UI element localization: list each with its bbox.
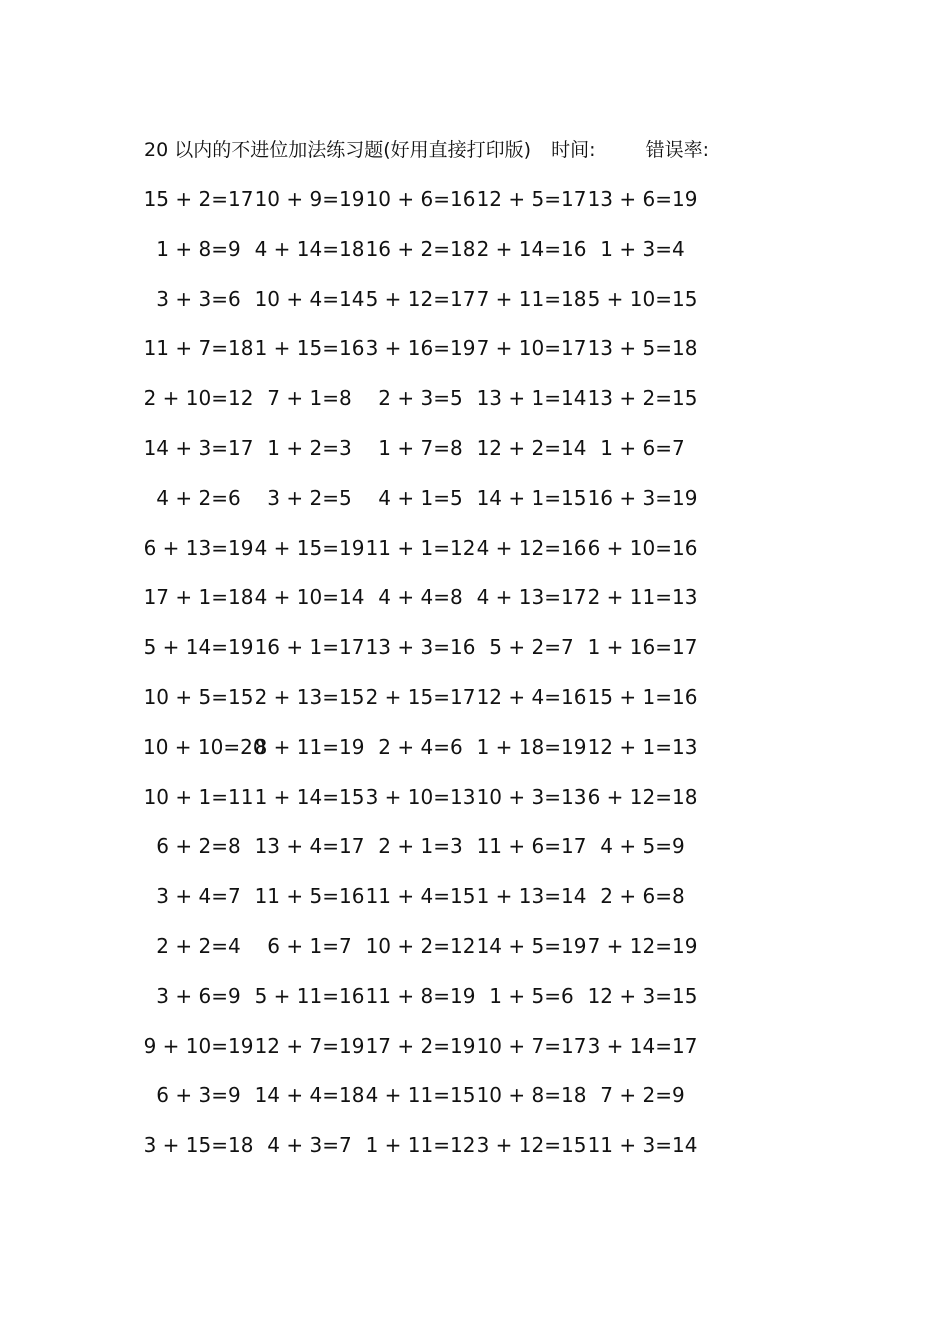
problem-cell: 10 + 4=14	[254, 286, 365, 311]
problem-row	[143, 933, 723, 983]
problem-cell: 14 + 3=17	[143, 435, 254, 460]
problem-cell: 10 + 10=20	[143, 734, 266, 759]
problem-cell: 6 + 10=16	[587, 535, 698, 560]
problem-cell: 11 + 3=14	[587, 1133, 698, 1158]
problem-cell: 4 + 15=19	[254, 535, 365, 560]
problem-cell: 1 + 16=17	[587, 635, 698, 660]
worksheet-header	[144, 137, 709, 163]
problem-cell: 1 + 13=14	[476, 884, 587, 909]
problem-cell: 6 + 13=19	[143, 535, 254, 560]
problem-cell: 13 + 3=16	[365, 635, 476, 660]
problem-cell: 11 + 8=19	[365, 983, 476, 1008]
problem-cell: 8 + 11=19	[254, 734, 365, 759]
problem-cell: 10 + 8=18	[476, 1083, 587, 1108]
problem-row	[143, 535, 723, 585]
problem-cell: 2 + 10=12	[143, 386, 254, 411]
problem-cell: 4 + 10=14	[254, 585, 365, 610]
problem-cell: 2 + 3=5	[378, 386, 463, 411]
problem-cell: 10 + 7=17	[476, 1033, 587, 1058]
problem-cell: 10 + 5=15	[143, 684, 254, 709]
problem-cell: 2 + 1=3	[378, 834, 463, 859]
problem-row	[143, 833, 723, 883]
problem-row	[143, 784, 723, 834]
problem-cell: 1 + 11=12	[365, 1133, 476, 1158]
problem-cell: 13 + 5=18	[587, 336, 698, 361]
problem-row	[143, 584, 723, 634]
problem-cell: 3 + 3=6	[156, 286, 241, 311]
problem-row	[143, 634, 723, 684]
problem-cell: 17 + 2=19	[365, 1033, 476, 1058]
problem-cell: 3 + 12=15	[476, 1133, 587, 1158]
problem-cell: 10 + 1=11	[143, 784, 254, 809]
problem-row	[143, 385, 723, 435]
problem-cell: 6 + 12=18	[587, 784, 698, 809]
problem-row	[143, 983, 723, 1033]
problem-cell: 10 + 3=13	[476, 784, 587, 809]
problem-cell: 12 + 2=14	[476, 435, 587, 460]
problem-cell: 3 + 15=18	[143, 1133, 254, 1158]
problem-row	[143, 485, 723, 535]
problem-cell: 3 + 10=13	[365, 784, 476, 809]
problem-cell: 1 + 3=4	[600, 236, 685, 261]
problem-cell: 13 + 1=14	[476, 386, 587, 411]
problem-cell: 14 + 1=15	[476, 485, 587, 510]
problem-cell: 12 + 3=15	[587, 983, 698, 1008]
problem-grid	[143, 186, 723, 1182]
problem-cell: 3 + 14=17	[587, 1033, 698, 1058]
problem-cell: 10 + 2=12	[365, 933, 476, 958]
problem-cell: 1 + 7=8	[378, 435, 463, 460]
problem-cell: 3 + 16=19	[365, 336, 476, 361]
problem-cell: 1 + 5=6	[489, 983, 574, 1008]
problem-cell: 6 + 3=9	[156, 1083, 241, 1108]
problem-cell: 2 + 6=8	[600, 884, 685, 909]
problem-cell: 3 + 4=7	[156, 884, 241, 909]
problem-cell: 4 + 2=6	[156, 485, 241, 510]
problem-cell: 3 + 6=9	[156, 983, 241, 1008]
problem-cell: 5 + 12=17	[365, 286, 476, 311]
problem-cell: 7 + 1=8	[267, 386, 352, 411]
problem-cell: 16 + 2=18	[365, 236, 476, 261]
problem-cell: 10 + 9=19	[254, 187, 365, 211]
problem-cell: 5 + 2=7	[489, 635, 574, 660]
problem-cell: 4 + 1=5	[378, 485, 463, 510]
problem-row	[143, 1132, 723, 1182]
problem-cell: 4 + 11=15	[365, 1083, 476, 1108]
problem-cell: 7 + 2=9	[600, 1083, 685, 1108]
problem-cell: 5 + 10=15	[587, 286, 698, 311]
problem-cell: 11 + 7=18	[143, 336, 254, 361]
problem-cell: 11 + 6=17	[476, 834, 587, 859]
problem-cell: 4 + 4=8	[378, 585, 463, 610]
problem-cell: 4 + 14=18	[254, 236, 365, 261]
problem-cell: 12 + 5=17	[476, 187, 587, 211]
problem-row	[143, 236, 723, 286]
problem-cell: 14 + 5=19	[476, 933, 587, 958]
problem-cell: 15 + 1=16	[587, 684, 698, 709]
problem-cell: 12 + 1=13	[587, 734, 698, 759]
problem-cell: 11 + 5=16	[254, 884, 365, 909]
problem-cell: 5 + 14=19	[143, 635, 254, 660]
problem-cell: 11 + 1=12	[365, 535, 476, 560]
problem-cell: 5 + 11=16	[254, 983, 365, 1008]
problem-cell: 1 + 15=16	[254, 336, 365, 361]
problem-row	[143, 1033, 723, 1083]
problem-cell: 12 + 7=19	[254, 1033, 365, 1058]
problem-cell: 17 + 1=18	[143, 585, 254, 610]
problem-row	[143, 286, 723, 336]
problem-row	[143, 684, 723, 734]
problem-cell: 6 + 1=7	[267, 933, 352, 958]
problem-cell: 11 + 4=15	[365, 884, 476, 909]
problem-cell: 1 + 2=3	[267, 435, 352, 460]
problem-cell: 7 + 10=17	[476, 336, 587, 361]
problem-cell: 14 + 4=18	[254, 1083, 365, 1108]
problem-cell: 13 + 2=15	[587, 386, 698, 411]
problem-cell: 4 + 13=17	[476, 585, 587, 610]
problem-row	[143, 435, 723, 485]
worksheet-title: 20 以内的不进位加法练习题(好用直接打印版)	[144, 139, 532, 161]
problem-cell: 10 + 6=16	[365, 187, 476, 211]
problem-cell: 2 + 15=17	[365, 684, 476, 709]
problem-row	[143, 335, 723, 385]
problem-cell: 1 + 8=9	[156, 236, 241, 261]
problem-cell: 2 + 11=13	[587, 585, 698, 610]
problem-cell: 2 + 13=15	[254, 684, 365, 709]
problem-row	[143, 883, 723, 933]
problem-cell: 13 + 6=19	[587, 187, 698, 211]
problem-cell: 1 + 18=19	[476, 734, 587, 759]
problem-cell: 4 + 3=7	[267, 1133, 352, 1158]
problem-cell: 7 + 11=18	[476, 286, 587, 311]
problem-cell: 1 + 14=15	[254, 784, 365, 809]
problem-cell: 2 + 2=4	[156, 933, 241, 958]
problem-cell: 13 + 4=17	[254, 834, 365, 859]
problem-cell: 4 + 12=16	[476, 535, 587, 560]
problem-cell: 12 + 4=16	[476, 684, 587, 709]
problem-cell: 4 + 5=9	[600, 834, 685, 859]
problem-cell: 7 + 12=19	[587, 933, 698, 958]
problem-cell: 3 + 2=5	[267, 485, 352, 510]
problem-cell: 15 + 2=17	[143, 187, 254, 211]
problem-cell: 6 + 2=8	[156, 834, 241, 859]
problem-row	[143, 734, 723, 784]
problem-cell: 16 + 1=17	[254, 635, 365, 660]
error-rate-label: 错误率:	[645, 139, 709, 161]
problem-cell: 1 + 6=7	[600, 435, 685, 460]
problem-cell: 2 + 4=6	[378, 734, 463, 759]
problem-cell: 16 + 3=19	[587, 485, 698, 510]
problem-cell: 9 + 10=19	[143, 1033, 254, 1058]
problem-cell: 2 + 14=16	[476, 236, 587, 261]
problem-row	[143, 186, 723, 236]
problem-row	[143, 1082, 723, 1132]
time-label: 时间:	[551, 139, 596, 161]
